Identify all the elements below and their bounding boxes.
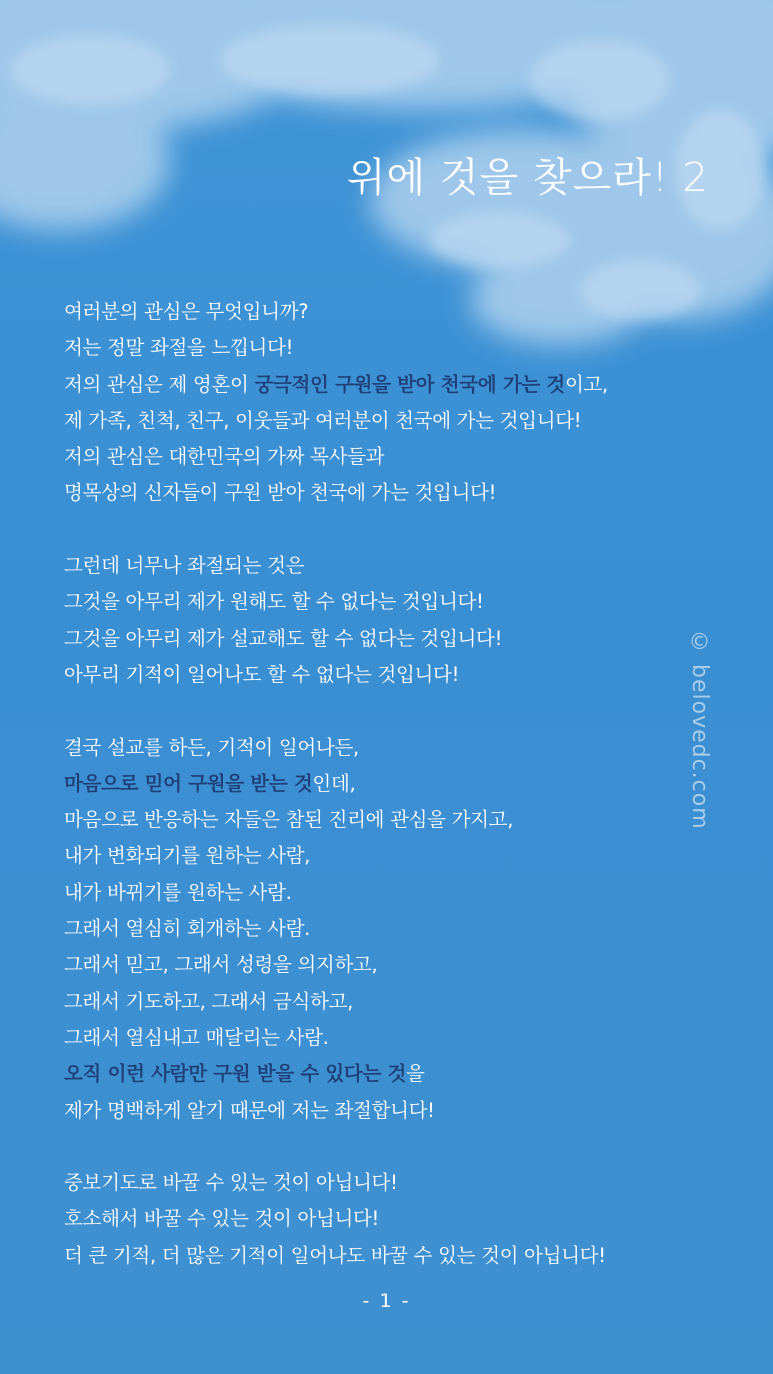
text-line — [64, 548, 684, 584]
text-line — [64, 330, 684, 366]
emphasis-text: 마음으로 믿어 구원을 받는 것 — [64, 771, 313, 795]
text-segment: 그런데 너무나 좌절되는 것은 — [64, 554, 305, 578]
text-segment: 여러분의 관심은 무엇입니까? — [64, 300, 309, 323]
body-text — [64, 294, 684, 1274]
text-segment: 제가 명백하게 알기 때문에 저는 좌절합니다! — [64, 1098, 435, 1122]
text-segment: 저의 관심은 제 영혼이 — [64, 372, 255, 396]
text-line — [64, 439, 684, 475]
text-segment: 저의 관심은 대한민국의 가짜 목사들과 — [64, 445, 385, 469]
text-segment: 내가 바뀌기를 원하는 사람. — [64, 880, 292, 904]
text-segment: 중보기도로 바꿀 수 있는 것이 아닙니다! — [64, 1171, 398, 1195]
text-line — [64, 1201, 684, 1237]
text-line — [64, 584, 684, 620]
text-segment: 더 큰 기적, 더 많은 기적이 일어나도 바꿀 수 있는 것이 아닙니다! — [64, 1243, 606, 1267]
text-line — [64, 984, 684, 1020]
text-line — [64, 1020, 684, 1056]
text-line — [64, 911, 684, 947]
text-segment: 그래서 열심히 회개하는 사람. — [64, 917, 311, 941]
text-line — [64, 838, 684, 874]
page-number: - 1 - — [362, 1290, 411, 1312]
text-segment: 호소해서 바꿀 수 있는 것이 아닙니다! — [64, 1207, 380, 1231]
text-line — [64, 1165, 684, 1201]
paragraph-gap — [64, 512, 684, 548]
emphasis-text: 오직 이런 사람만 구원 받을 수 있다는 것 — [64, 1062, 407, 1086]
text-line — [64, 875, 684, 911]
paragraph-gap — [64, 1129, 684, 1165]
text-segment: 인데, — [312, 771, 356, 795]
copyright-watermark: © belovedc.com — [687, 630, 712, 830]
text-line — [64, 403, 684, 439]
text-segment: 이고, — [564, 372, 608, 396]
text-line — [64, 1238, 684, 1274]
text-line — [64, 802, 684, 838]
text-line — [64, 657, 684, 693]
text-segment: 명목상의 신자들이 구원 받아 천국에 가는 것입니다! — [64, 481, 497, 505]
text-segment: 그래서 열심내고 매달리는 사람. — [64, 1025, 329, 1049]
text-segment: 내가 변화되기를 원하는 사람, — [64, 844, 311, 868]
text-segment: 그것을 아무리 제가 원해도 할 수 없다는 것입니다! — [64, 590, 484, 614]
text-line — [64, 475, 684, 511]
text-segment: 아무리 기적이 일어나도 할 수 없다는 것입니다! — [64, 662, 460, 686]
text-segment: 결국 설교를 하든, 기적이 일어나든, — [64, 735, 359, 759]
text-segment: 그것을 아무리 제가 설교해도 할 수 없다는 것입니다! — [64, 626, 503, 650]
page-title: 위에 것을 찾으라! 2 — [346, 155, 709, 201]
text-segment: 제 가족, 친척, 친구, 이웃들과 여러분이 천국에 가는 것입니다! — [64, 408, 582, 432]
paragraph-gap — [64, 693, 684, 729]
text-segment: 저는 정말 좌절을 느낍니다! — [64, 336, 294, 360]
text-line — [64, 947, 684, 983]
text-segment: 그래서 기도하고, 그래서 금식하고, — [64, 989, 354, 1013]
text-line — [64, 367, 684, 403]
text-line — [64, 730, 684, 766]
text-segment: 마음으로 반응하는 자들은 참된 진리에 관심을 가지고, — [64, 808, 514, 832]
text-line — [64, 294, 684, 330]
text-line — [64, 1093, 684, 1129]
text-line — [64, 621, 684, 657]
text-line — [64, 766, 684, 802]
emphasis-text: 궁극적인 구원을 받아 천국에 가는 것 — [254, 372, 565, 396]
text-line — [64, 1056, 684, 1092]
text-segment: 을 — [406, 1062, 425, 1086]
text-segment: 그래서 믿고, 그래서 성령을 의지하고, — [64, 953, 378, 977]
